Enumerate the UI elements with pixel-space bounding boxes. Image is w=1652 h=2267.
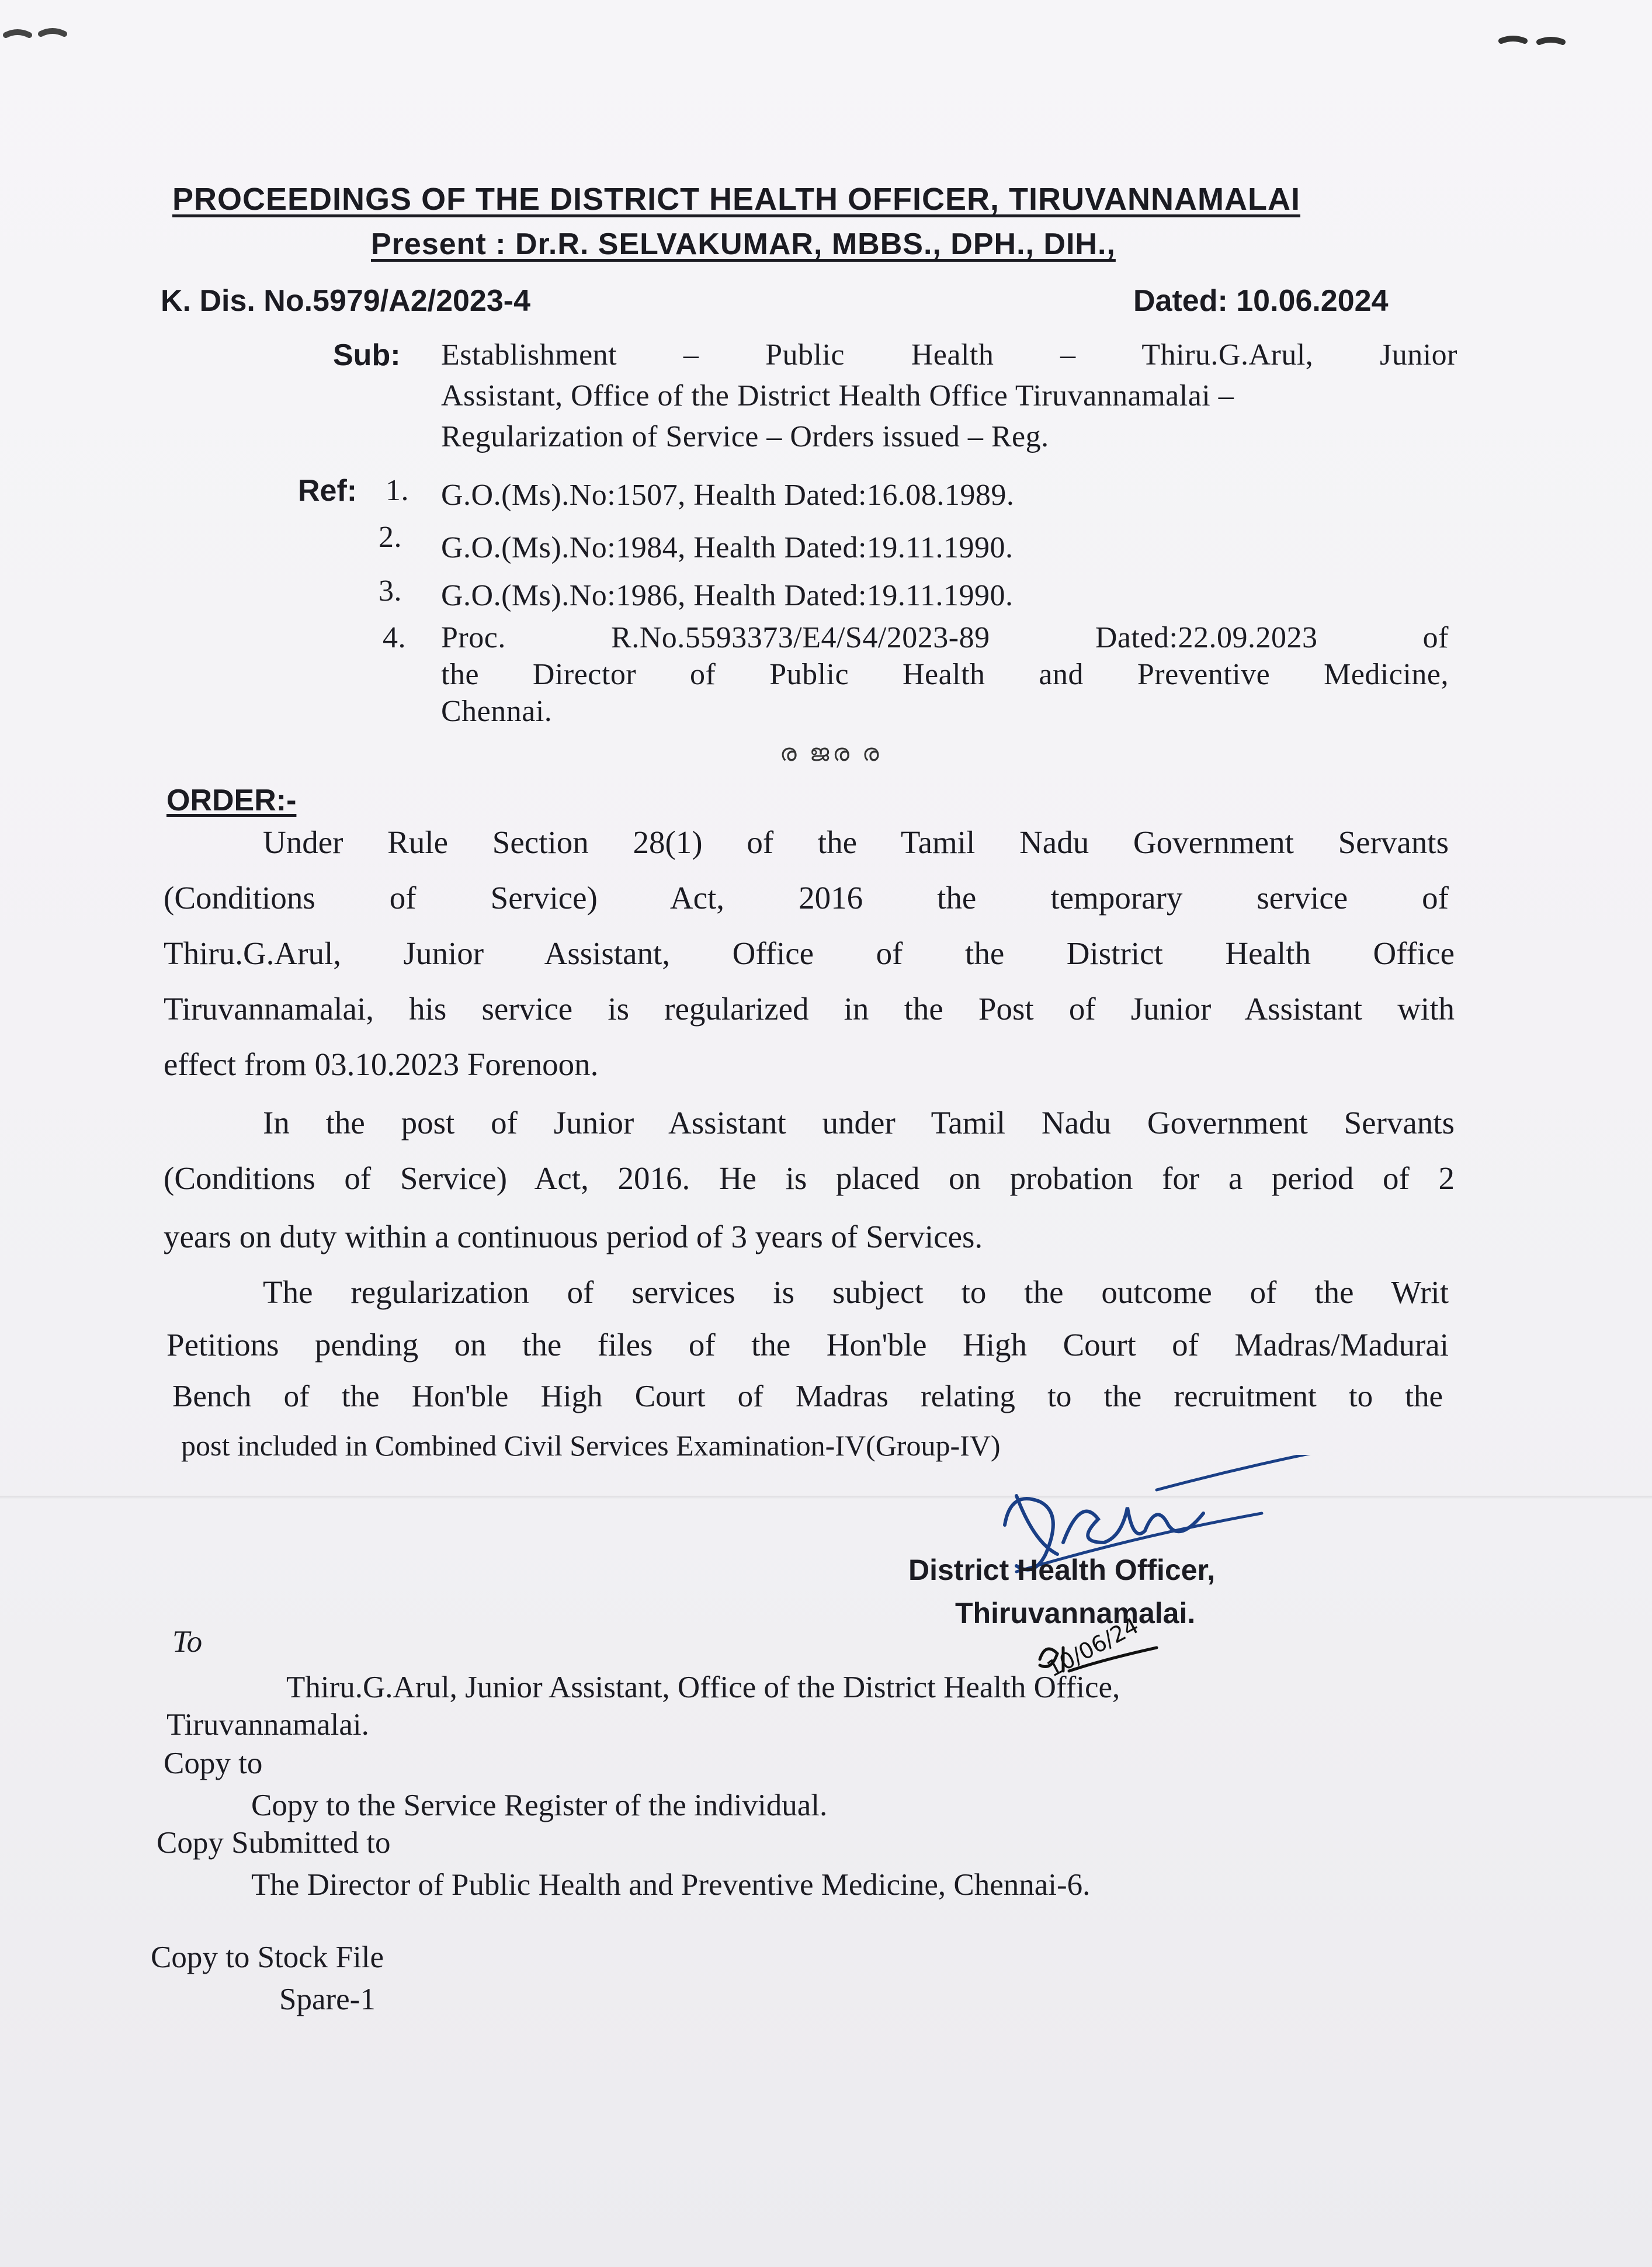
- copy-to-item: Copy to the Service Register of the individual.: [251, 1788, 828, 1822]
- punch-mark-right: [1495, 23, 1589, 58]
- order-paragraph-2-line: (Conditions of Service) Act, 2016. He is placed on probation for a period of 2: [164, 1160, 1455, 1196]
- stock-file-label: Copy to Stock File: [151, 1940, 384, 1974]
- document-title: PROCEEDINGS OF THE DISTRICT HEALTH OFFICER, TIRUVANNAMALAI: [172, 182, 1300, 217]
- reference-number-4: 4.: [383, 621, 406, 654]
- reference-number-1: 1.: [386, 474, 409, 507]
- reference-item: G.O.(Ms).No:1984, Health Dated:19.11.1990.: [441, 531, 1014, 564]
- to-recipient-line-2: Tiruvannamalai.: [166, 1708, 369, 1742]
- order-paragraph-3-line: post included in Combined Civil Services Examination-IV(Group-IV): [181, 1429, 1001, 1462]
- order-paragraph-2-line: In the post of Junior Assistant under Tamil Nadu Government Servants: [263, 1105, 1455, 1141]
- subject-line: Assistant, Office of the District Health Office Tiruvannamalai –: [441, 379, 1234, 413]
- reference-label: Ref:: [298, 474, 358, 508]
- punch-mark-left: [0, 12, 93, 47]
- reference-item: the Director of Public Health and Preventive Medicine,: [441, 658, 1449, 691]
- order-paragraph-1-line: effect from 03.10.2023 Forenoon.: [164, 1046, 599, 1082]
- spare-label: Spare-1: [279, 1982, 376, 2016]
- copy-submitted-label: Copy Submitted to: [157, 1826, 391, 1860]
- reference-number-3: 3.: [379, 574, 402, 608]
- order-paragraph-1-line: Under Rule Section 28(1) of the Tamil Nadu Government Servants: [263, 824, 1449, 860]
- order-heading: ORDER:-: [166, 784, 297, 817]
- to-label: To: [172, 1625, 203, 1659]
- order-paragraph-3-line: The regularization of services is subject to the outcome of the Writ: [263, 1274, 1449, 1310]
- reference-number: K. Dis. No.5979/A2/2023-4: [161, 284, 530, 318]
- officer-present: Present : Dr.R. SELVAKUMAR, MBBS., DPH., DIH.,: [371, 227, 1116, 261]
- subject-line: Establishment – Public Health – Thiru.G.Arul, Junior: [441, 338, 1457, 372]
- order-paragraph-3-line: Bench of the Hon'ble High Court of Madras relating to the recruitment to the: [172, 1379, 1443, 1413]
- order-paragraph-2-line: years on duty within a continuous period of 3 years of Services.: [164, 1219, 983, 1254]
- signatory-designation: District Health Officer,: [908, 1554, 1216, 1586]
- to-recipient-line-1: Thiru.G.Arul, Junior Assistant, Office of the District Health Office,: [286, 1670, 1120, 1704]
- subject-line: Regularization of Service – Orders issued – Reg.: [441, 420, 1049, 453]
- initials-date: 10/06/24: [1043, 1612, 1143, 1682]
- order-paragraph-1-line: Tiruvannamalai, his service is regularized in the Post of Junior Assistant with: [164, 991, 1455, 1027]
- reference-number-2: 2.: [379, 521, 402, 554]
- ornament-divider: ര ജര ര: [780, 740, 883, 766]
- order-paragraph-3-line: Petitions pending on the files of the Hon'ble High Court of Madras/Madurai: [166, 1327, 1449, 1363]
- copy-submitted-item: The Director of Public Health and Preventive Medicine, Chennai-6.: [251, 1868, 1091, 1902]
- order-paragraph-1-line: (Conditions of Service) Act, 2016 the temporary service of: [164, 880, 1449, 916]
- date-line: Dated: 10.06.2024: [1133, 284, 1389, 318]
- copy-to-label: Copy to: [164, 1746, 263, 1780]
- reference-item: Proc. R.No.5593373/E4/S4/2023-89 Dated:22.09.2023 of: [441, 621, 1449, 654]
- reference-item: G.O.(Ms).No:1986, Health Dated:19.11.1990.: [441, 579, 1014, 612]
- order-paragraph-1-line: Thiru.G.Arul, Junior Assistant, Office of the District Health Office: [164, 935, 1455, 971]
- signatory-place: Thiruvannamalai.: [955, 1597, 1196, 1630]
- paper-fold-shadow: [0, 1496, 1652, 1499]
- reference-item: Chennai.: [441, 695, 553, 728]
- reference-item: G.O.(Ms).No:1507, Health Dated:16.08.1989.: [441, 479, 1015, 512]
- subject-label: Sub:: [333, 338, 401, 372]
